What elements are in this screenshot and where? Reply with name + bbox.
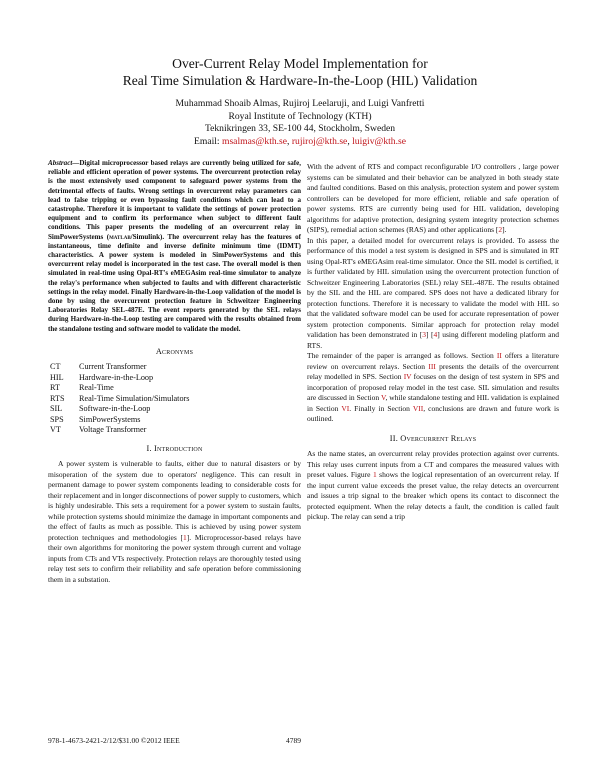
section-link[interactable]: IV — [403, 372, 412, 381]
acronym-abbr: SPS — [50, 414, 64, 424]
page-number: 4789 — [286, 736, 301, 745]
citation-link[interactable]: 2 — [498, 225, 503, 234]
intro-heading: I. Introduction — [146, 443, 203, 453]
email-link-3[interactable]: luigiv@kth.se — [352, 135, 406, 147]
acronyms-heading: Acronyms — [155, 346, 194, 356]
acronym-definition: Software-in-the-Loop — [79, 404, 151, 414]
paper-title — [40, 55, 560, 89]
acronym-definition: Current Transformer — [79, 362, 147, 372]
acronym-abbr: SIL — [50, 404, 63, 414]
title-line-1: Over-Current Relay Model Implementation for — [172, 56, 428, 71]
author-names: Muhammad Shoaib Almas, Rujiroj Leelaruji, and Luigi Vanfretti — [175, 98, 425, 109]
intro-paragraph-4: The remainder of the paper is arranged as follows. Section II offers a literature review on overcurrent relays. Section III presents the details of the overcurrent relay modelled in SPS. Section IV focuses on the design of test system in SPS and incorporation of proposed relay model in the test case. SIL simulation and results are discussed in Section V, while standalone testing and HIL validation is explained in Section VI. Finally in Section VII, conclusions are drawn and future work is outlined. — [307, 351, 560, 423]
author-address: Teknikringen 33, SE-100 44, Stockholm, Sweden — [204, 123, 396, 134]
acronym-definition: Real-Time — [79, 383, 114, 393]
acronym-row — [48, 383, 189, 394]
email-link-2[interactable]: rujiroj@kth.se — [291, 135, 348, 147]
author-block — [40, 98, 560, 148]
abstract: Abstract—Digital microprocessor based relays are currently being utilized for safe, reliable and efficient operation of power systems. The overcurrent protection relay is the most extensively used component to safeguard power systems from the detrimental effects of faults. Wrong settings in overcurrent relay parameters can lead to false tripping or even bypassing fault conditions which can lead to a catastrophe. Therefore it is important to validate the settings of power protection equipment and to confirm its performance when subject to different fault conditions. This paper presents the modeling of an overcurrent relay in SimPowerSystems (matlab/Simulink). The overcurrent relay has the features of instantaneous, time definite and inverse definite minimum time (IDMT) characteristics. A power system is modeled in SimPowerSystems and this overcurrent relay model is incorporated in the test case. The overall model is then simulated in real-time using Opal-RT's eMEGAsim real-time simulator to analyze the relay's performance when subjected to faults and with different characteristic settings in the relay model. Finally Hardware-in-the-Loop validation of the model is done by using the overcurrent protection feature in Schweitzer Engineering Laboratories Relay SEL-487E. The event reports generated by the SEL relays during Hardware-in-the-Loop testing are compared with the results obtained from the standalone testing and software model to validate the model. — [48, 159, 301, 333]
author-emails: Email: msalmas@kth.se, rujiroj@kth.se, luigiv@kth.se — [194, 135, 406, 147]
acronym-row — [48, 415, 189, 426]
section2-paragraph-1: As the name states, an overcurrent relay provides protection against over currents. This relay uses current inputs from a CT and compares the measured values with preset values. Figure 1 shows the logical representation of an overcurrent relay. If the input current value exceeds the preset value, the relay detects an overcurrent and issues a trip signal to the breaker which opens its contact to disconnect the protected equipment. When the relay detects a fault, the condition is called fault pickup. The relay can send a trip — [307, 449, 559, 521]
intro-paragraph-1: A power system is vulnerable to faults, either due to natural disasters or by misoperation of the system due to operators' negligence. This can result in permanent damage to power system components leading to considerable costs for their replacement and in longer disconnections of power supply to customers, which is highly undesirable. This sets a requirement for a power system to sustain faults, while protection systems should minimize the damage in important components and the effect of faults as much as possible. This is achieved by using power system protection techniques and methodologies [1]. Microprocessor-based relays have their own algorithms for monitoring the power system through current and voltage inputs from CTs and VTs respectively. Protection relays are thoroughly tested using relay test sets to confirm their reliability and safe operation before commissioning them in a substation. — [48, 459, 302, 584]
abstract-text-2: /Simulink). The overcurrent relay has the features of instantaneous, time definite and inverse definite minimum time (IDMT) characteristics. A power system is modeled in SimPowerSystems and this overcurrent relay model is incorporated in the test case. The overall model is then simulated in real-time using Opal-RT's eMEGAsim real-time simulator to analyze the relay's performance when subjected to faults and with different characteristic settings in the relay model. Finally Hardware-in-the-Loop validation of the model is done by using the overcurrent protection feature in Schweitzer Engineering Laboratories Relay SEL-487E. The event reports generated by the SEL relays during Hardware-in-the-Loop testing are compared with the results obtained from the standalone testing and software model to validate the model. — [48, 232, 301, 333]
intro-paragraph-2: With the advent of RTS and compact reconfigurable I/O controllers , large power systems can be simulated and their behavior can be analyzed in both steady state and faulted conditions. Based on this analysis, protection system and power system controllers can be developed for more efficient, reliable and safe operation of power systems. RTS are currently being used for HIL validation, developing algorithms for adaptive protection, designing system integrity protection schemes (SIPS), remedial action schemes (RAS) and other applications [2]. — [307, 162, 559, 234]
title-line-2: Real Time Simulation & Hardware-In-the-Loop (HIL) Validation — [122, 73, 478, 88]
email-link-1[interactable]: msalmas@kth.se — [221, 135, 288, 147]
abstract-text-1: Digital microprocessor based relays are currently being utilized for safe, reliable and efficient operation of power systems. The overcurrent protection relay is the most extensively used component to safeguard power systems from the detrimental effects of faults. Wrong settings in overcurrent relay parameters can lead to false tripping or even bypassing fault conditions which can lead to a catastrophe. Therefore it is important to validate the settings of power protection equipment and to confirm its performance when subject to different fault conditions. This paper presents the modeling of an overcurrent relay in SimPowerSystems ( — [48, 159, 301, 241]
acronym-definition: Voltage Transformer — [79, 425, 147, 435]
acronym-definition: Real-Time Simulation/Simulators — [79, 393, 190, 403]
abstract-matlab: matlab — [109, 232, 131, 241]
acronym-abbr: HIL — [50, 372, 64, 382]
figure-link[interactable]: 1 — [372, 470, 377, 479]
section-link[interactable]: V — [380, 393, 386, 402]
footer-copyright: 978-1-4673-2421-2/12/$31.00 ©2012 IEEE — [48, 736, 180, 745]
acronyms-table — [48, 362, 189, 436]
acronym-definition: SimPowerSystems — [79, 414, 141, 424]
acronym-abbr: RTS — [50, 393, 65, 403]
acronym-abbr: VT — [50, 425, 61, 435]
section-link[interactable]: III — [428, 361, 436, 371]
intro-paragraph-3: In this paper, a detailed model for overcurrent relays is provided. To assess the performance of this model a test system is designed in SPS and is simulated in RT using Opal-RT's eMEGAsim real-time simulator. Once the SIL model is certified, it is further validated by HIL simulation using the overcurrent protection function of Schweitzer Engineering Laboratories (SEL) relay SEL-487E. The results obtained by the SIL and the HIL are compared. SPS does not have a dedicated library for protection functions. Therefore it is necessary to validate the model with HIL so that the validated software model can be used for accurate representation of power system protection components. Similar approach for protection relay model validation has been demonstrated in [3] [4] using different modeling platform and RTS. — [307, 235, 559, 350]
acronym-row — [48, 373, 189, 384]
acronym-row — [48, 394, 189, 405]
acronym-definition: Hardware-in-the-Loop — [79, 372, 154, 382]
section-link[interactable]: VI — [341, 403, 350, 413]
acronym-abbr: RT — [50, 383, 60, 393]
citation-link[interactable]: 4 — [433, 330, 438, 339]
email-label: Email: — [194, 135, 222, 147]
citation-link[interactable]: 1 — [183, 532, 187, 542]
right-column — [307, 162, 559, 523]
left-column — [48, 159, 301, 585]
section-link[interactable]: VII — [412, 403, 424, 413]
citation-link[interactable]: 3 — [422, 330, 426, 339]
author-institution: Royal Institute of Technology (KTH) — [228, 110, 372, 122]
acronym-abbr: CT — [50, 362, 61, 372]
section2-heading: II. Overcurrent Relays — [389, 433, 477, 443]
acronym-row — [48, 425, 189, 436]
acronym-row — [48, 362, 189, 373]
acronym-row — [48, 404, 189, 415]
abstract-label: Abstract — [48, 159, 73, 167]
section-link[interactable]: II — [496, 351, 502, 360]
